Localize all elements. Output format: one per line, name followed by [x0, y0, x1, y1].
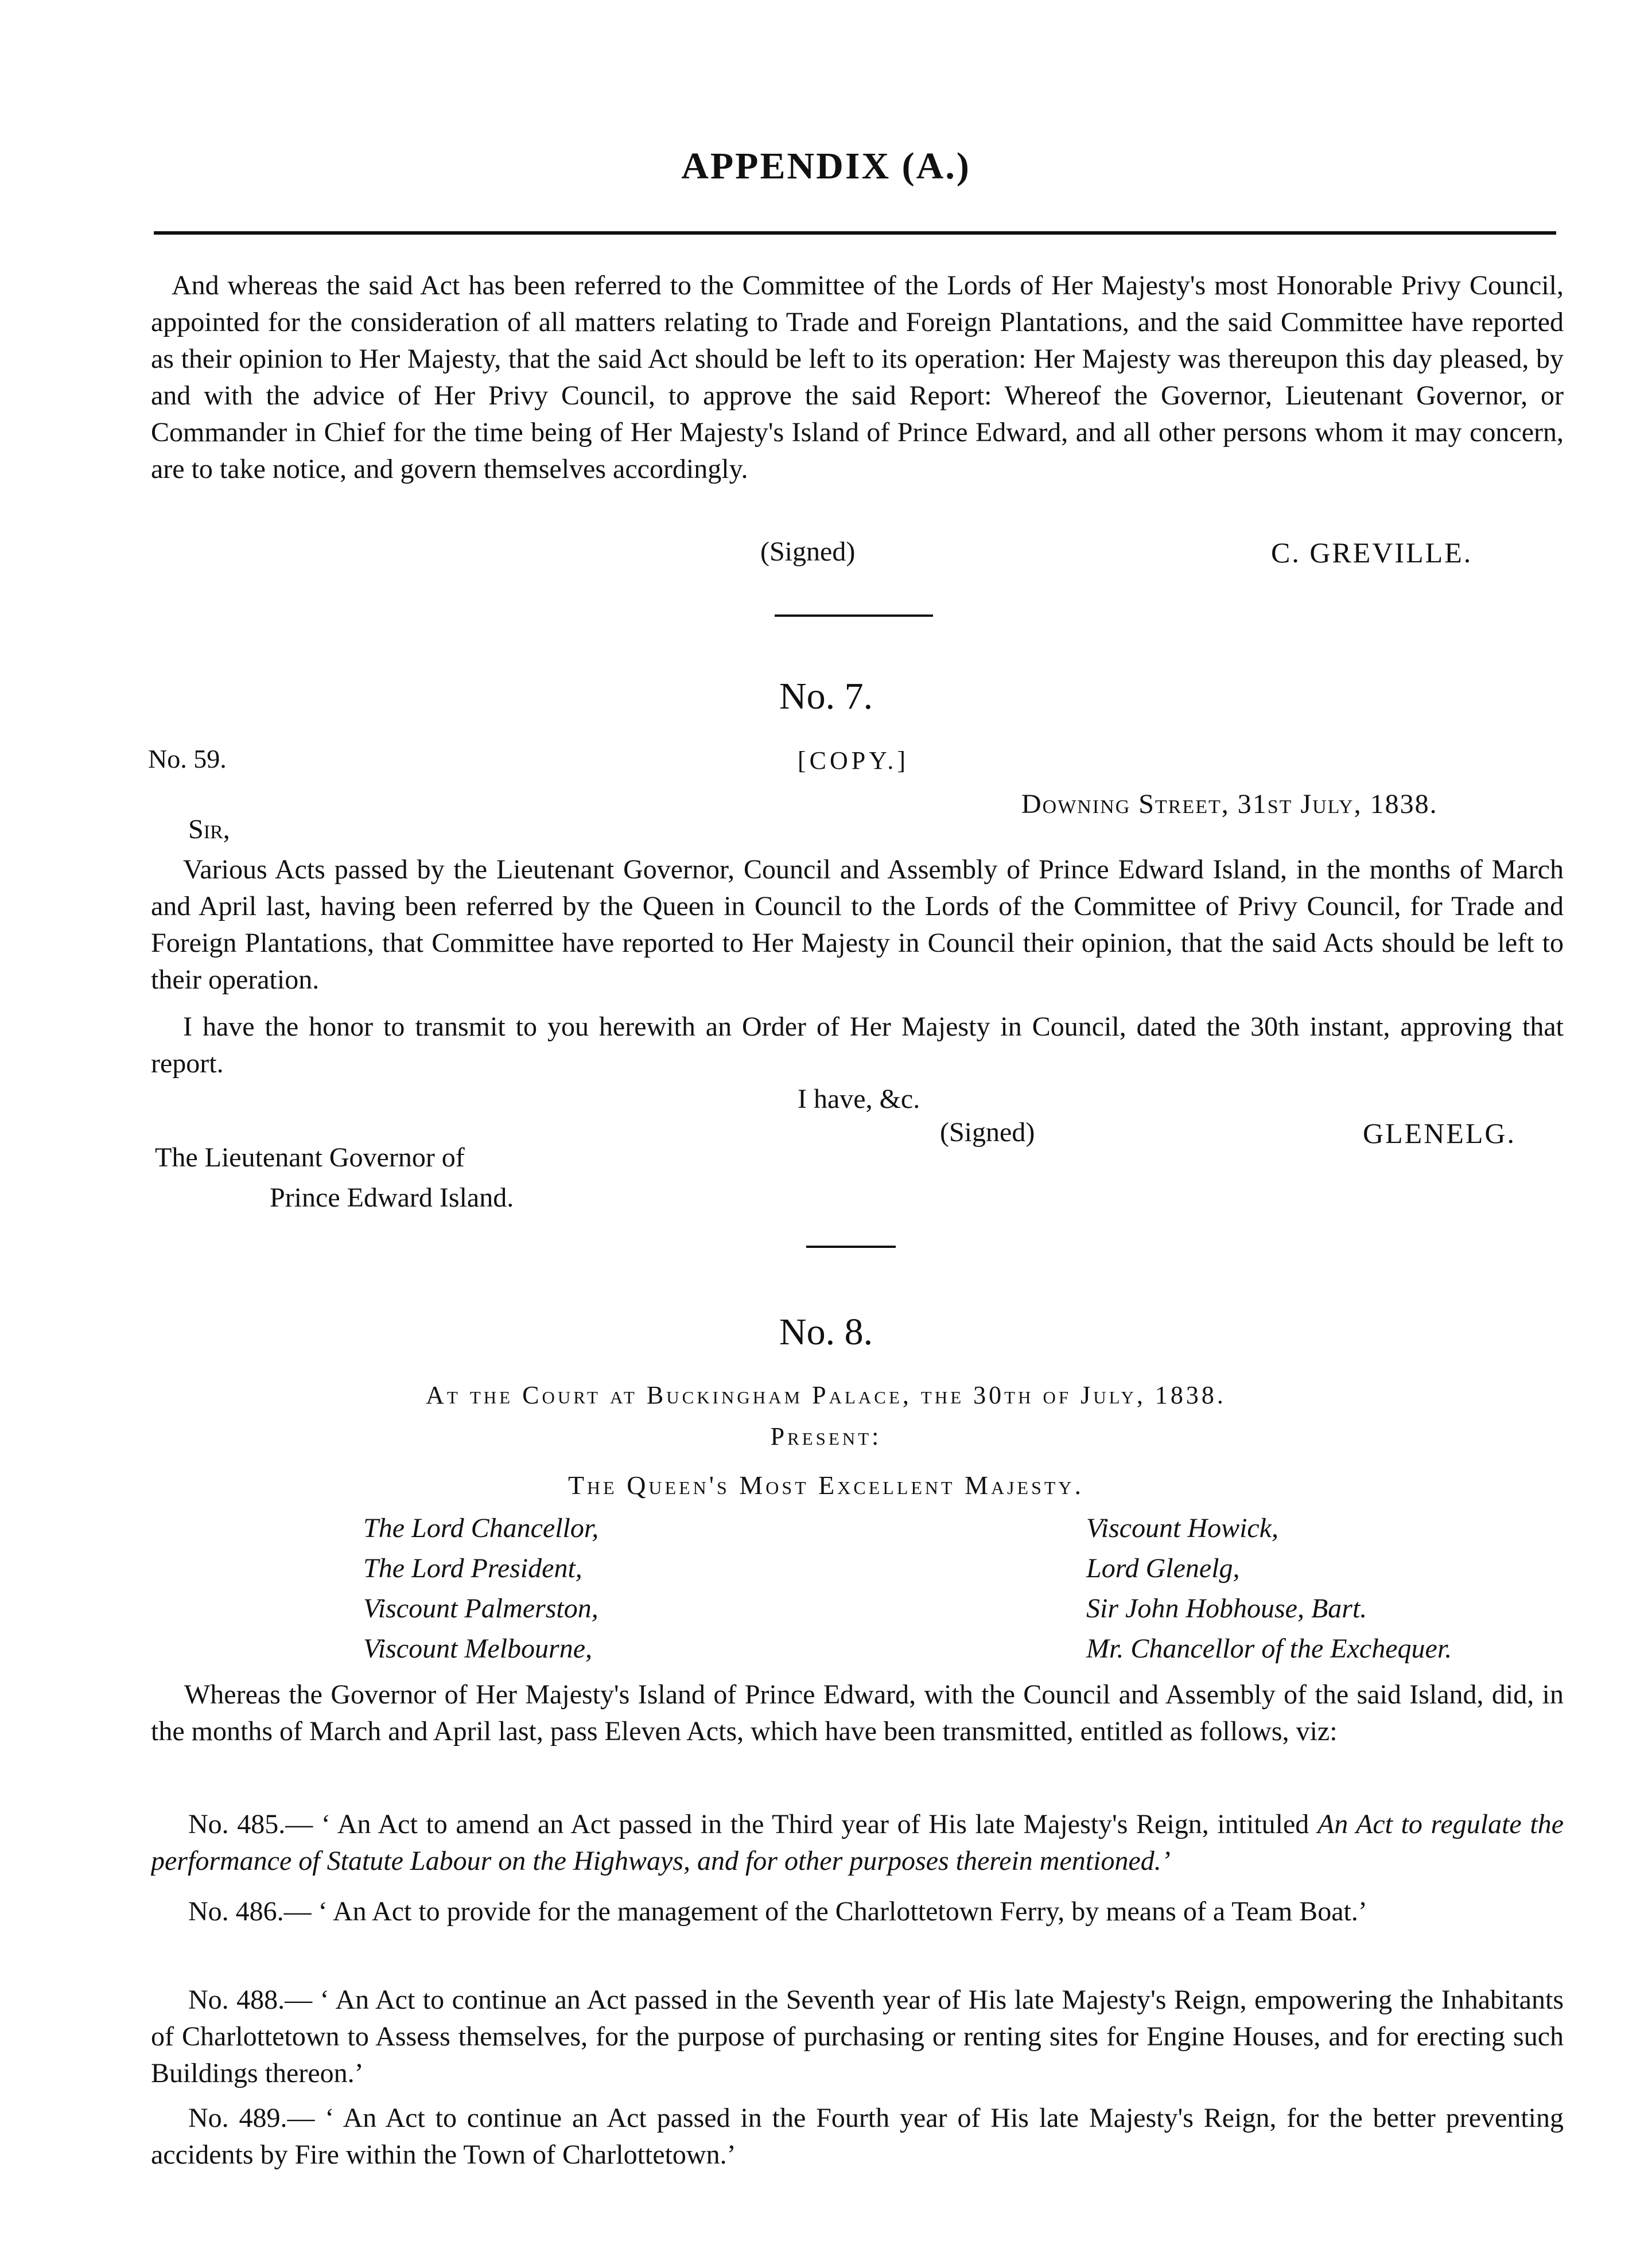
- dateline: Downing Street, 31st July, 1838.: [1021, 789, 1438, 819]
- majesty-line: The Queen's Most Excellent Majesty.: [567, 1471, 1085, 1500]
- act-item: [151, 1893, 1564, 1974]
- addressee-line-1: The Lieutenant Governor of: [155, 1142, 465, 1173]
- copy-marker: [COPY.]: [798, 746, 909, 775]
- act-item: [151, 1982, 1564, 2096]
- letter-closing: I have, &c.: [798, 1084, 920, 1114]
- no8-heading: No. 8.: [779, 1311, 873, 1353]
- attendee-left: Viscount Palmerston,: [363, 1593, 598, 1624]
- no7-heading: No. 7.: [779, 675, 873, 717]
- attendee-right: Lord Glenelg,: [1086, 1553, 1240, 1584]
- whereas-paragraph: Whereas the Governor of Her Majesty's Island of Prince Edward, with the Council and Assembly of the said Island, did, in the months of March and April last, pass Eleven Acts, which have been transmitted, entitled as follows, viz:: [151, 1679, 1564, 1746]
- act-text: ‘ An Act to amend an Act passed in the Third year of His late Majesty's Reign, intituled: [321, 1809, 1309, 1839]
- act-number: No. 489.—: [188, 2103, 315, 2133]
- act-number: No. 486.—: [188, 1896, 312, 1927]
- salutation: Sir,: [188, 814, 230, 845]
- letter-paragraph-2: I have the honor to transmit to you herewith an Order of Her Majesty in Council, dated the 30th instant, approving that report.: [151, 1012, 1564, 1079]
- act-text: ‘ An Act to provide for the management of the Charlottetown Ferry, by means of a Team Boat.’: [318, 1896, 1367, 1927]
- letter-signatory: GLENELG.: [1363, 1117, 1516, 1149]
- present-label: Present:: [770, 1422, 882, 1450]
- attendee-left: The Lord President,: [363, 1553, 582, 1584]
- act-item: [151, 1806, 1564, 1886]
- attendee-left: Viscount Melbourne,: [363, 1633, 593, 1664]
- header-rule: [154, 231, 1556, 235]
- page-title: APPENDIX (A.): [681, 145, 971, 187]
- act-title: An Act to regulate the performance of Statute Labour on the Highways, and for other purposes therein mentioned.’: [151, 1809, 1564, 1876]
- intro-signatory: C. GREVILLE.: [1271, 536, 1473, 569]
- no7-reference: No. 59.: [148, 744, 227, 773]
- attendee-right: Mr. Chancellor of the Exchequer.: [1086, 1633, 1452, 1664]
- attendee-right: Sir John Hobhouse, Bart.: [1086, 1593, 1367, 1624]
- addressee-line-2: Prince Edward Island.: [270, 1182, 514, 1213]
- section-divider: [775, 614, 933, 617]
- letter-paragraph-1: Various Acts passed by the Lieutenant Governor, Council and Assembly of Prince Edward Island, in the months of March and April last, having been referred by the Queen in Council to the Lords of the Committee of Privy Council, for Trade and Foreign Plantations, that Committee have reported to Her Majesty in Council their opinion, that the said Acts should be left to their operation.: [151, 854, 1564, 995]
- act-text: ‘ An Act to continue an Act passed in the Fourth year of His late Majesty's Reign, for the better preventing accidents by Fire within the Town of Charlottetown.’: [151, 2103, 1564, 2170]
- section-divider: [806, 1246, 896, 1248]
- act-number: No. 488.—: [188, 1985, 313, 2015]
- court-line: At the Court at Buckingham Palace, the 30th of July, 1838.: [426, 1381, 1226, 1409]
- intro-signed: (Signed): [760, 536, 856, 567]
- intro-paragraph: And whereas the said Act has been referred to the Committee of the Lords of Her Majesty's most Honorable Privy Council, appointed for the consideration of all matters relating to Trade and Foreign Plantations, and the said Committee have reported as their opinion to Her Majesty, that the said Act should be left to its operation: Her Majesty was thereupon this day pleased, by and with the advice of Her Privy Council, to approve the said Report: Whereof the Governor, Lieutenant Governor, or Commander in Chief for the time being of Her Majesty's Island of Prince Edward, and all other persons whom it may concern, are to take notice, and govern themselves accordingly.: [151, 270, 1564, 484]
- act-item: [151, 2100, 1564, 2180]
- attendee-left: The Lord Chancellor,: [363, 1513, 599, 1543]
- act-text: ‘ An Act to continue an Act passed in the Seventh year of His late Majesty's Reign, empowering the Inhabitants of Charlottetown to Assess themselves, for the purpose of purchasing or renting sites for Engine Houses, and for erecting such Buildings thereon.’: [151, 1985, 1564, 2088]
- letter-signed: (Signed): [940, 1117, 1035, 1147]
- attendee-right: Viscount Howick,: [1086, 1513, 1279, 1543]
- act-number: No. 485.—: [188, 1809, 313, 1839]
